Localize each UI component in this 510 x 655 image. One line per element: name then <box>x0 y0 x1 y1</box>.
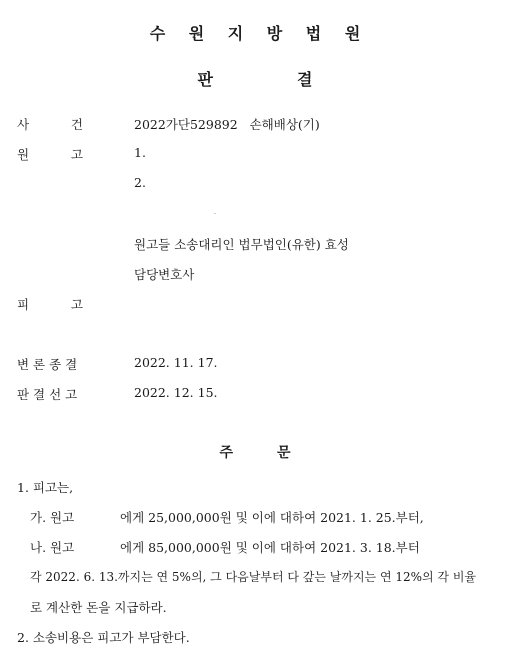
ruling-date: 2022. 12. 15. <box>134 385 218 400</box>
order-title-right: 문 <box>277 445 291 461</box>
court-name: 수 원 지 방 법 원 <box>149 24 370 43</box>
case-number: 2022가단529892 손해배상(기) <box>134 117 320 132</box>
defendant-label-left: 피 <box>17 297 30 312</box>
order-title-left: 주 <box>219 445 233 461</box>
order-item-1-intro: 1. 피고는, <box>17 480 74 495</box>
closing-date: 2022. 11. 17. <box>134 355 218 370</box>
document-title-left: 판 <box>197 70 213 89</box>
order-item-1b-recipient: 나. 원고 <box>30 540 75 555</box>
plaintiff-label-left: 원 <box>17 147 30 162</box>
order-item-1a-recipient: 가. 원고 <box>30 510 75 525</box>
plaintiff-item-1: 1. <box>134 145 146 160</box>
case-label <box>17 115 83 133</box>
document-title-right: 결 <box>297 70 313 89</box>
plaintiff-agent: 원고들 소송대리인 법무법인(유한) 효성 <box>134 237 349 252</box>
document-title <box>0 67 510 90</box>
case-label-left: 사 <box>17 117 30 132</box>
defendant-label <box>17 295 83 313</box>
order-item-1c-line-1: 각 2022. 6. 13.까지는 연 5%의, 그 다음날부터 다 갚는 날까지는 연 12%의 각 비율 <box>30 570 477 584</box>
order-item-1b-text: 에게 85,000,000원 및 이에 대하여 2021. 3. 18.부터 <box>120 540 420 555</box>
order-item-2: 2. 소송비용은 피고가 부담한다. <box>17 630 190 645</box>
order-item-1a-text: 에게 25,000,000원 및 이에 대하여 2021. 1. 25.부터, <box>120 510 424 525</box>
speck <box>214 213 216 214</box>
plaintiff-label <box>17 145 83 163</box>
order-item-1a <box>30 508 450 524</box>
plaintiff-label-right: 고 <box>70 147 83 162</box>
order-item-1c-line-2: 로 계산한 돈을 지급하라. <box>30 600 167 615</box>
plaintiff-lawyer: 담당변호사 <box>134 267 195 282</box>
case-label-right: 건 <box>70 117 83 132</box>
ruling-label: 판 결 선 고 <box>17 387 78 402</box>
defendant-label-right: 고 <box>70 297 83 312</box>
order-title <box>0 442 510 462</box>
closing-label: 변 론 종 결 <box>17 357 78 372</box>
order-item-1b <box>30 538 450 554</box>
plaintiff-item-2: 2. <box>134 175 146 190</box>
